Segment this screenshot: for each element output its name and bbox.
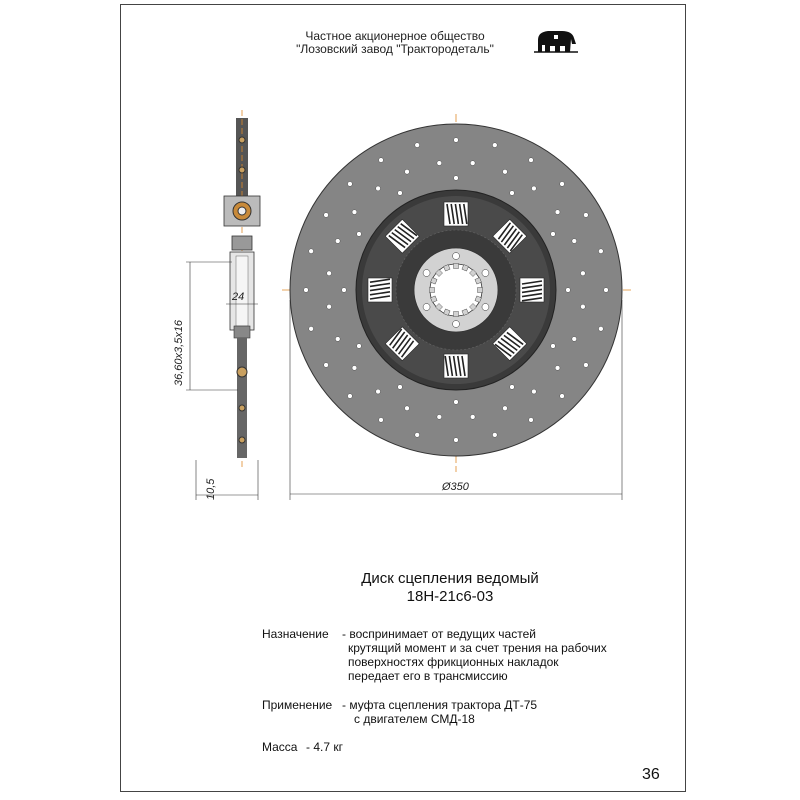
- rivet: [415, 143, 420, 148]
- rivet: [376, 186, 381, 191]
- rivet: [405, 406, 410, 411]
- purpose-line-2: крутящий момент и за счет трения на рабочих: [348, 641, 607, 655]
- rivet: [503, 406, 508, 411]
- rivet: [470, 415, 475, 420]
- rivet: [454, 438, 459, 443]
- rivet: [510, 385, 515, 390]
- spline-tooth: [478, 288, 483, 293]
- dim-spline: 36,60x3,5x16: [173, 319, 185, 386]
- rivet: [581, 271, 586, 276]
- part-title: Диск сцепления ведомый: [361, 570, 539, 587]
- rivet: [327, 271, 332, 276]
- rivet: [352, 210, 357, 215]
- rivet: [572, 337, 577, 342]
- rivet: [379, 158, 384, 163]
- rivet: [324, 213, 329, 218]
- hub-hole: [453, 321, 460, 328]
- hub-hole: [482, 304, 489, 311]
- rivet: [376, 389, 381, 394]
- hub-hole: [423, 270, 430, 277]
- rivet: [566, 288, 571, 293]
- rivet: [584, 363, 589, 368]
- rivet: [437, 161, 442, 166]
- dim-hub-width: 24: [232, 291, 245, 303]
- rivet: [584, 213, 589, 218]
- front-view: [282, 114, 632, 472]
- spline-tooth: [454, 264, 459, 269]
- hub-hole: [482, 270, 489, 277]
- company-line-2: "Лозовский завод "Трактородеталь": [296, 42, 494, 56]
- rivet: [572, 239, 577, 244]
- part-code: 18Н-21с6-03: [406, 588, 494, 605]
- rivet: [503, 169, 508, 174]
- rivet: [327, 304, 332, 309]
- dim-diameter: Ø350: [442, 481, 469, 493]
- rivet: [532, 186, 537, 191]
- rivet: [529, 158, 534, 163]
- rivet: [309, 326, 314, 331]
- hub-hole: [453, 253, 460, 260]
- mass-label: Масса: [262, 740, 298, 754]
- dim-thickness: 10,5: [205, 478, 217, 500]
- rivet: [348, 182, 353, 187]
- rivet: [335, 239, 340, 244]
- rivet: [324, 363, 329, 368]
- rivet: [529, 418, 534, 423]
- rivet: [342, 288, 347, 293]
- rivet: [492, 432, 497, 437]
- rivet: [398, 385, 403, 390]
- rivet: [598, 249, 603, 254]
- application-line-2: с двигателем СМД-18: [354, 712, 475, 726]
- application-label: Применение: [262, 698, 333, 712]
- rivet: [598, 326, 603, 331]
- rivet: [398, 191, 403, 196]
- side-view: [186, 110, 260, 500]
- damper-spring: [520, 278, 544, 302]
- rivet: [454, 138, 459, 143]
- rivet: [555, 366, 560, 371]
- rivet: [304, 288, 309, 293]
- spline-tooth: [454, 312, 459, 317]
- application-line-1: - муфта сцепления трактора ДТ-75: [342, 698, 538, 712]
- rivet: [352, 366, 357, 371]
- rivet: [415, 432, 420, 437]
- rivet: [348, 394, 353, 399]
- rivet: [532, 389, 537, 394]
- purpose-label: Назначение: [262, 627, 329, 641]
- rivet: [379, 418, 384, 423]
- rivet: [454, 176, 459, 181]
- mass-value: - 4.7 кг: [306, 740, 343, 754]
- purpose-line-1: - воспринимает от ведущих частей: [342, 627, 536, 641]
- company-line-1: Частное акционерное общество: [305, 29, 485, 43]
- page-number: 36: [642, 766, 660, 783]
- rivet: [335, 337, 340, 342]
- rivet: [492, 143, 497, 148]
- rivet: [560, 394, 565, 399]
- rivet: [581, 304, 586, 309]
- rivet: [604, 288, 609, 293]
- rivet: [551, 232, 556, 237]
- rivet: [437, 415, 442, 420]
- spline-tooth: [430, 288, 435, 293]
- rivet: [510, 191, 515, 196]
- hub-hole: [423, 304, 430, 311]
- damper-spring: [444, 354, 468, 378]
- rivet: [555, 210, 560, 215]
- rivet: [357, 344, 362, 349]
- rivet: [551, 344, 556, 349]
- rivet: [470, 161, 475, 166]
- rivet: [309, 249, 314, 254]
- purpose-line-3: поверхностях фрикционных накладок: [348, 655, 559, 669]
- damper-spring: [368, 278, 392, 302]
- purpose-line-4: передает его в трансмиссию: [348, 669, 508, 683]
- rivet: [405, 169, 410, 174]
- rivet: [357, 232, 362, 237]
- rivet: [454, 400, 459, 405]
- rivet: [560, 182, 565, 187]
- damper-spring: [444, 202, 468, 226]
